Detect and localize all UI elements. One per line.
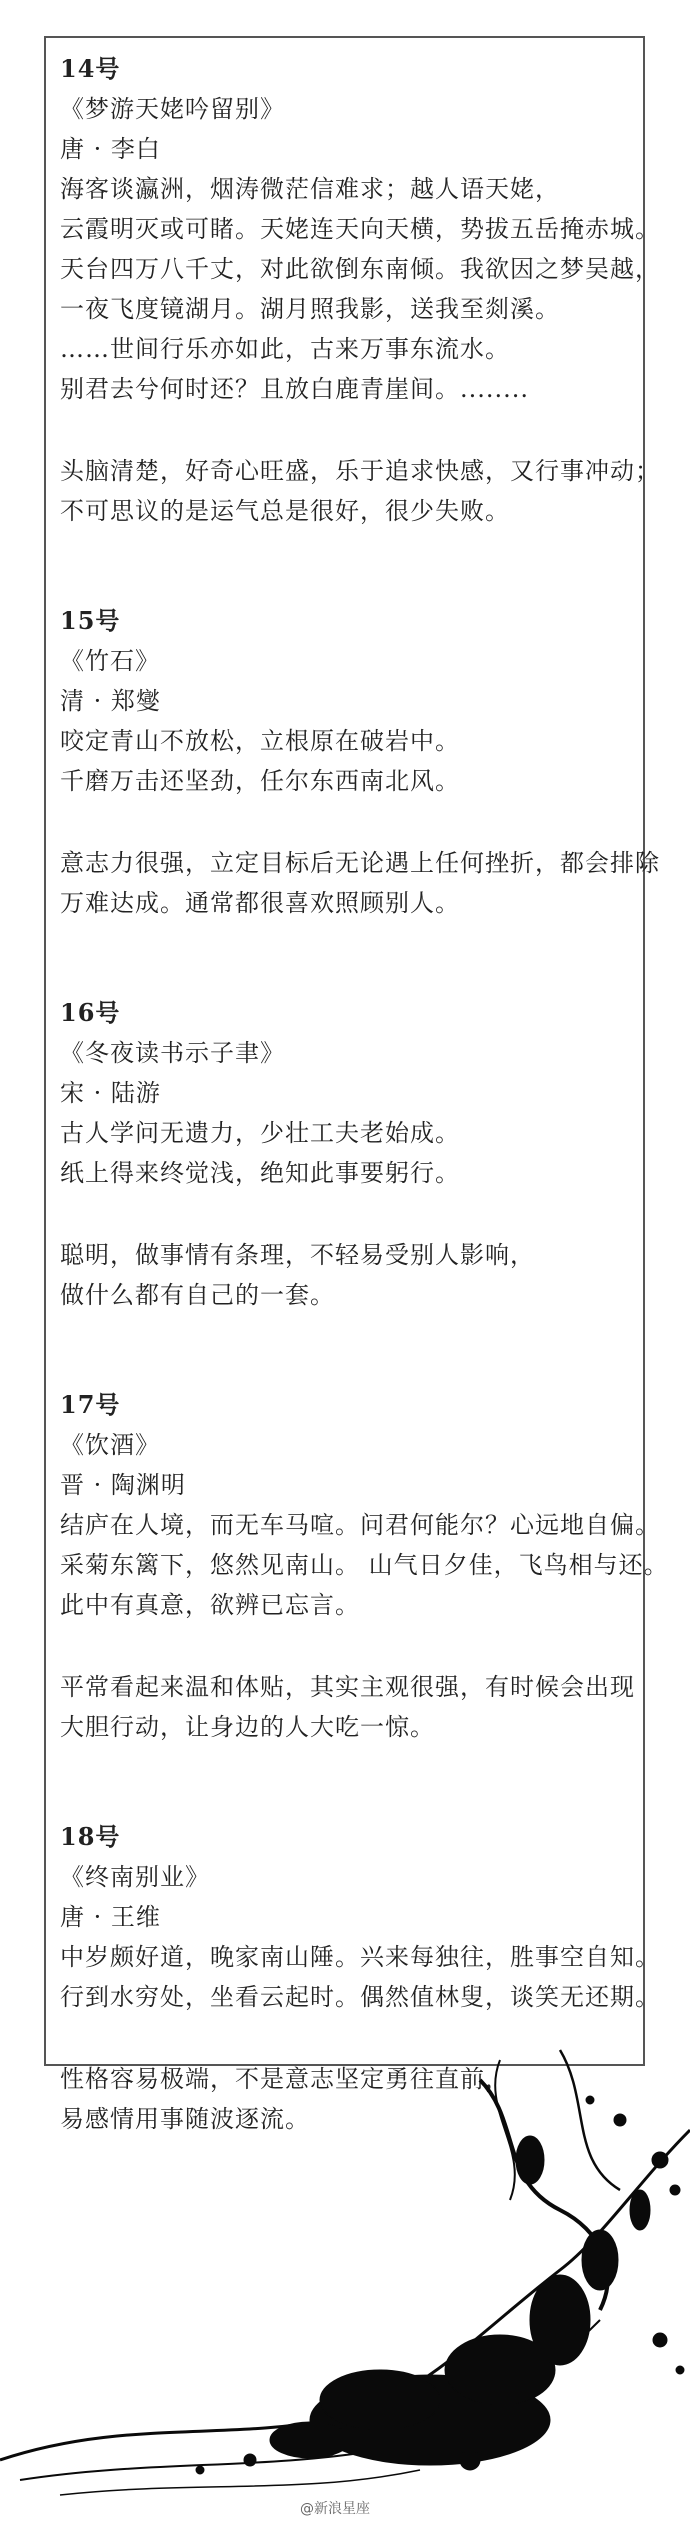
poem-line: 千磨万击还坚劲，任尔东西南北风。 [60, 767, 460, 795]
content [60, 52, 669, 2142]
personality-desc: 做什么都有自己的一套。 [60, 1281, 335, 1309]
section-number: 16号 [60, 998, 121, 1027]
ink-splash-decoration [0, 2040, 690, 2524]
personality-desc: 意志力很强，立定目标后无论遇上任何挫折，都会排除 [60, 849, 660, 877]
poem-title: 《竹石》 [60, 647, 160, 675]
poem-line: 云霞明灭或可睹。天姥连天向天横，势拔五岳掩赤城。 [60, 215, 660, 243]
personality-desc: 头脑清楚，好奇心旺盛，乐于追求快感，又行事冲动； [60, 457, 660, 485]
poem-line: ……世间行乐亦如此，古来万事东流水。 [60, 335, 510, 363]
poem-author: 晋 · 陶渊明 [60, 1471, 186, 1499]
section-number: 15号 [60, 606, 121, 635]
personality-desc: 不可思议的是运气总是很好，很少失败。 [60, 497, 510, 525]
personality-desc: 平常看起来温和体贴，其实主观很强，有时候会出现 [60, 1673, 635, 1701]
poem-author: 宋 · 陆游 [60, 1079, 161, 1107]
personality-desc: 聪明，做事情有条理，不轻易受别人影响， [60, 1241, 535, 1269]
section-15 [60, 604, 660, 926]
poem-author: 清 · 郑燮 [60, 687, 161, 715]
poem-line: 古人学问无遗力，少壮工夫老始成。 [60, 1119, 460, 1147]
poem-title: 《梦游天姥吟留别》 [60, 95, 285, 123]
section-number: 18号 [60, 1822, 121, 1851]
poem-author: 唐 · 李白 [60, 135, 161, 163]
poem-line: 行到水穷处，坐看云起时。偶然值林叟，谈笑无还期。 [60, 1983, 660, 2011]
personality-desc: 万难达成。通常都很喜欢照顾别人。 [60, 889, 460, 917]
poem-line: 一夜飞度镜湖月。湖月照我影，送我至剡溪。 [60, 295, 560, 323]
section-14 [60, 52, 660, 534]
poem-author: 唐 · 王维 [60, 1903, 161, 1931]
section-number: 14号 [60, 54, 121, 83]
poem-line: 海客谈瀛洲，烟涛微茫信难求；越人语天姥， [60, 175, 560, 203]
section-17 [60, 1388, 669, 1750]
personality-desc: 易感情用事随波逐流。 [60, 2105, 310, 2133]
section-16 [60, 996, 640, 1318]
watermark: @新浪星座 [300, 2501, 370, 2517]
poem-line: 天台四万八千丈，对此欲倒东南倾。我欲因之梦吴越， [60, 255, 660, 283]
personality-desc: 大胆行动，让身边的人大吃一惊。 [60, 1713, 435, 1741]
poem-line: 采菊东篱下，悠然见南山。 山气日夕佳，飞鸟相与还。 [60, 1551, 669, 1579]
poem-line: 别君去兮何时还？且放白鹿青崖间。........ [60, 375, 530, 403]
poem-line: 结庐在人境，而无车马喧。问君何能尔？心远地自偏。 [60, 1511, 660, 1539]
poem-title: 《饮酒》 [60, 1431, 160, 1459]
poem-line: 纸上得来终觉浅，绝知此事要躬行。 [60, 1159, 460, 1187]
personality-desc: 性格容易极端，不是意志坚定勇往直前， [60, 2065, 510, 2093]
poem-title: 《冬夜读书示子聿》 [60, 1039, 285, 1067]
poem-line: 中岁颇好道，晚家南山陲。兴来每独往，胜事空自知。 [60, 1943, 660, 1971]
poem-title: 《终南别业》 [60, 1863, 210, 1891]
poem-line: 咬定青山不放松，立根原在破岩中。 [60, 727, 460, 755]
poem-line: 此中有真意，欲辨已忘言。 [60, 1591, 360, 1619]
section-number: 17号 [60, 1390, 121, 1419]
